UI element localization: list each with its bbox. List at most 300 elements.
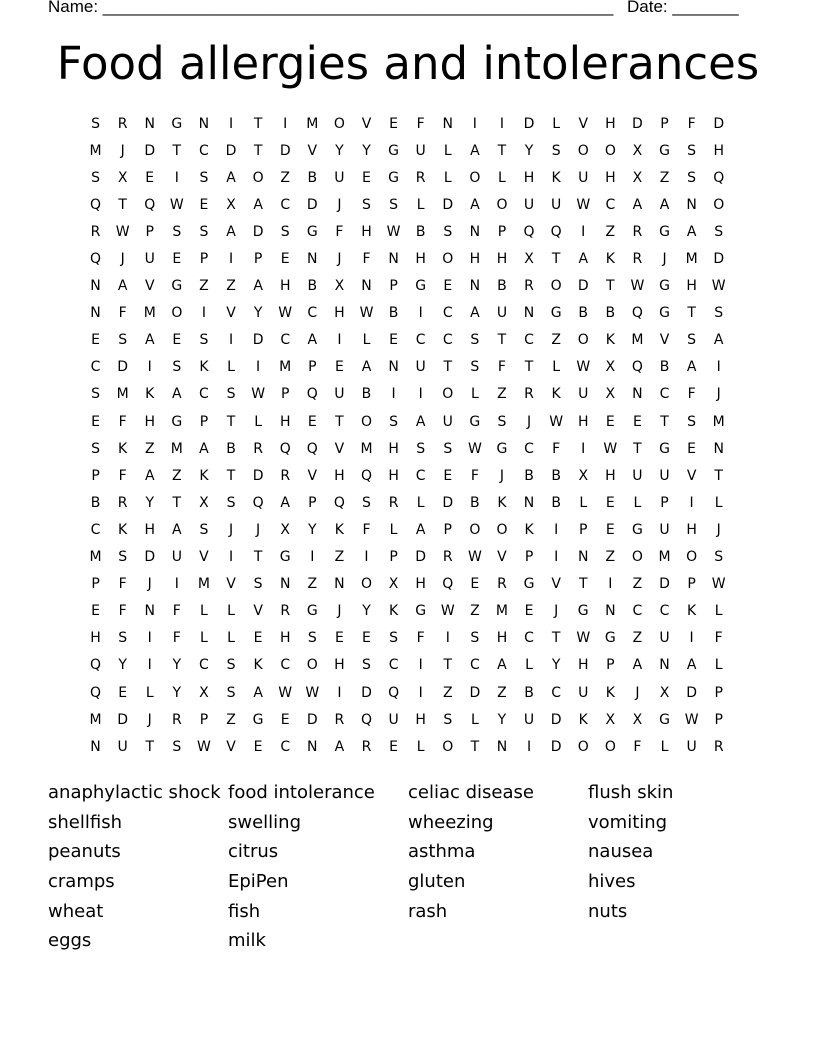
- grid-letter: O: [577, 142, 589, 159]
- grid-letter: E: [307, 413, 317, 430]
- grid-letter: Q: [90, 657, 102, 674]
- grid-letter: R: [713, 738, 724, 755]
- grid-letter: T: [118, 196, 127, 213]
- grid-letter: B: [388, 305, 399, 322]
- grid-letter: B: [415, 223, 426, 240]
- grid-letter: H: [496, 630, 508, 647]
- grid-letter: W: [603, 440, 618, 457]
- grid-letter: Z: [334, 549, 345, 566]
- grid-letter: C: [632, 603, 643, 620]
- grid-letter: Q: [631, 305, 643, 322]
- grid-letter: V: [307, 142, 318, 159]
- grid-letter: X: [388, 576, 399, 593]
- grid-letter: G: [604, 630, 616, 647]
- grid-letter: W: [440, 603, 455, 620]
- grid-letter: D: [225, 142, 237, 159]
- grid-letter: O: [577, 738, 589, 755]
- grid-letter: C: [280, 657, 291, 674]
- grid-letter: K: [334, 521, 344, 538]
- grid-letter: X: [117, 169, 128, 186]
- grid-letter: N: [523, 305, 535, 322]
- word-list-item: anaphylactic shock: [48, 782, 221, 803]
- word-list-item: asthma: [408, 841, 476, 863]
- grid-letter: U: [415, 359, 426, 376]
- grid-letter: E: [145, 169, 155, 186]
- grid-letter: D: [550, 711, 562, 728]
- grid-letter: J: [120, 251, 125, 268]
- grid-letter: B: [659, 359, 670, 376]
- grid-letter: L: [552, 115, 561, 132]
- grid-letter: Z: [226, 711, 236, 728]
- grid-letter: S: [199, 223, 209, 240]
- grid-letter: D: [144, 142, 156, 159]
- grid-letter: Z: [172, 467, 182, 484]
- grid-letter: Q: [279, 440, 291, 457]
- grid-letter: L: [443, 169, 452, 186]
- grid-letter: D: [279, 142, 291, 159]
- grid-letter: P: [497, 223, 507, 240]
- grid-letter: P: [199, 251, 209, 268]
- grid-letter: S: [172, 223, 182, 240]
- grid-letter: G: [171, 115, 183, 132]
- grid-letter: B: [524, 467, 534, 484]
- grid-letter: C: [659, 386, 670, 403]
- grid-letter: V: [334, 440, 345, 457]
- grid-letter: F: [172, 603, 181, 620]
- grid-letter: F: [416, 630, 425, 647]
- grid-letter: P: [579, 521, 588, 538]
- grid-letter: Q: [90, 196, 102, 213]
- grid-letter: N: [307, 738, 318, 755]
- date-field-label: Date: _______: [627, 0, 739, 16]
- grid-letter: N: [361, 278, 372, 295]
- grid-letter: Z: [144, 440, 155, 457]
- grid-letter: S: [172, 359, 182, 376]
- grid-letter: H: [577, 657, 589, 674]
- grid-letter: E: [389, 332, 398, 349]
- grid-letter: S: [470, 359, 480, 376]
- grid-letter: P: [660, 115, 669, 132]
- grid-letter: B: [578, 305, 589, 322]
- grid-letter: G: [659, 142, 670, 159]
- grid-letter: I: [418, 386, 423, 403]
- grid-letter: P: [443, 521, 452, 538]
- grid-letter: C: [280, 196, 291, 213]
- grid-letter: C: [388, 657, 399, 674]
- grid-letter: I: [228, 332, 234, 349]
- grid-letter: N: [469, 278, 481, 295]
- grid-letter: N: [90, 305, 101, 322]
- grid-letter: S: [551, 142, 561, 159]
- grid-letter: F: [118, 467, 127, 484]
- grid-letter: Z: [497, 386, 507, 403]
- grid-letter: I: [554, 549, 559, 566]
- grid-letter: G: [659, 711, 670, 728]
- grid-letter: Z: [659, 169, 670, 186]
- grid-letter: H: [388, 440, 399, 457]
- grid-letter: D: [686, 684, 697, 701]
- grid-letter: T: [253, 142, 263, 159]
- grid-letter: W: [467, 440, 482, 457]
- grid-letter: Z: [632, 630, 643, 647]
- grid-letter: U: [578, 684, 589, 701]
- grid-letter: Z: [470, 603, 480, 620]
- grid-letter: K: [605, 684, 615, 701]
- grid-letter: N: [632, 386, 643, 403]
- grid-letter: I: [418, 684, 423, 701]
- grid-letter: M: [116, 386, 129, 403]
- grid-letter: H: [577, 413, 589, 430]
- grid-letter: C: [524, 630, 534, 647]
- grid-letter: I: [228, 251, 234, 268]
- grid-letter: P: [389, 278, 398, 295]
- grid-letter: A: [172, 386, 182, 403]
- grid-letter: I: [147, 359, 152, 376]
- grid-letter: I: [364, 549, 369, 566]
- grid-letter: S: [443, 711, 453, 728]
- grid-letter: S: [389, 196, 399, 213]
- grid-letter: N: [388, 251, 399, 268]
- grid-letter: T: [335, 413, 344, 430]
- grid-letter: I: [499, 115, 505, 132]
- grid-letter: H: [361, 223, 372, 240]
- grid-letter: N: [713, 440, 724, 457]
- grid-letter: G: [659, 278, 670, 295]
- grid-letter: M: [360, 440, 373, 457]
- grid-letter: V: [307, 467, 318, 484]
- grid-letter: L: [200, 603, 208, 620]
- grid-letter: Q: [631, 359, 643, 376]
- grid-letter: F: [497, 359, 506, 376]
- grid-letter: A: [470, 196, 480, 213]
- grid-letter: S: [253, 576, 263, 593]
- grid-letter: P: [714, 711, 723, 728]
- grid-letter: T: [226, 467, 236, 484]
- grid-letter: I: [228, 115, 234, 132]
- grid-letter: S: [226, 494, 236, 511]
- grid-letter: S: [91, 115, 100, 132]
- grid-letter: H: [523, 169, 535, 186]
- grid-letter: E: [334, 630, 344, 647]
- word-list-item: cramps: [48, 871, 115, 893]
- grid-letter: S: [91, 440, 100, 457]
- grid-letter: O: [631, 549, 643, 566]
- grid-letter: Q: [306, 386, 318, 403]
- grid-letter: J: [554, 603, 559, 620]
- grid-letter: L: [227, 630, 235, 647]
- grid-letter: R: [171, 711, 182, 728]
- grid-letter: K: [524, 521, 534, 538]
- grid-letter: T: [497, 142, 507, 159]
- grid-letter: Q: [360, 711, 372, 728]
- grid-letter: L: [714, 657, 723, 674]
- grid-letter: R: [497, 576, 507, 593]
- grid-letter: J: [662, 251, 667, 268]
- grid-letter: H: [415, 711, 426, 728]
- grid-letter: L: [579, 494, 588, 511]
- grid-letter: G: [659, 305, 670, 322]
- grid-letter: L: [145, 684, 154, 701]
- grid-letter: W: [630, 278, 645, 295]
- grid-letter: P: [308, 494, 317, 511]
- word-list-item: milk: [228, 930, 266, 952]
- grid-letter: L: [389, 521, 398, 538]
- grid-letter: A: [199, 440, 209, 457]
- grid-letter: C: [280, 738, 291, 755]
- grid-letter: X: [632, 169, 643, 186]
- grid-letter: Z: [280, 169, 290, 186]
- grid-letter: L: [660, 738, 669, 755]
- grid-letter: J: [337, 603, 342, 620]
- word-list-item: celiac disease: [408, 782, 534, 803]
- grid-letter: U: [334, 386, 345, 403]
- grid-letter: T: [443, 657, 453, 674]
- grid-letter: A: [226, 169, 236, 186]
- grid-letter: N: [686, 196, 697, 213]
- grid-letter: Y: [172, 657, 182, 674]
- grid-letter: T: [172, 494, 182, 511]
- grid-letter: F: [416, 115, 425, 132]
- grid-letter: L: [416, 196, 425, 213]
- grid-letter: N: [144, 115, 155, 132]
- grid-letter: V: [253, 603, 263, 620]
- grid-letter: K: [253, 657, 263, 674]
- grid-letter: K: [605, 332, 615, 349]
- grid-letter: Q: [550, 223, 562, 240]
- grid-letter: N: [496, 738, 508, 755]
- grid-letter: K: [497, 494, 507, 511]
- grid-letter: R: [524, 386, 534, 403]
- grid-letter: E: [687, 440, 697, 457]
- grid-letter: M: [658, 549, 671, 566]
- grid-letter: C: [199, 657, 209, 674]
- grid-letter: P: [389, 549, 398, 566]
- grid-letter: G: [523, 576, 535, 593]
- grid-letter: Q: [144, 196, 156, 213]
- grid-letter: T: [145, 738, 155, 755]
- grid-letter: Y: [335, 142, 344, 159]
- grid-letter: P: [145, 223, 154, 240]
- grid-letter: S: [687, 142, 697, 159]
- grid-letter: I: [526, 738, 532, 755]
- grid-letter: U: [659, 630, 670, 647]
- grid-letter: E: [389, 738, 398, 755]
- grid-letter: A: [632, 657, 643, 674]
- grid-letter: M: [279, 359, 292, 376]
- grid-letter: I: [391, 386, 396, 403]
- grid-letter: Y: [308, 521, 317, 538]
- grid-letter: A: [497, 657, 507, 674]
- grid-letter: I: [689, 630, 694, 647]
- grid-letter: R: [415, 169, 426, 186]
- grid-letter: O: [333, 115, 345, 132]
- grid-letter: S: [226, 657, 236, 674]
- grid-letter: P: [714, 684, 723, 701]
- word-list-item: flush skin: [588, 782, 674, 803]
- grid-letter: B: [361, 386, 372, 403]
- grid-letter: U: [334, 169, 345, 186]
- grid-letter: L: [633, 494, 642, 511]
- grid-letter: S: [416, 440, 426, 457]
- grid-letter: G: [415, 278, 427, 295]
- grid-letter: D: [442, 196, 454, 213]
- grid-letter: O: [360, 576, 372, 593]
- grid-letter: V: [226, 305, 236, 322]
- grid-letter: D: [442, 494, 454, 511]
- grid-letter: X: [632, 142, 643, 159]
- grid-letter: Z: [199, 278, 209, 295]
- grid-letter: Q: [388, 684, 400, 701]
- grid-letter: C: [199, 142, 209, 159]
- grid-letter: V: [659, 332, 670, 349]
- grid-letter: W: [576, 359, 591, 376]
- grid-letter: D: [713, 251, 725, 268]
- grid-letter: H: [144, 521, 155, 538]
- grid-letter: I: [201, 305, 206, 322]
- grid-letter: D: [117, 359, 129, 376]
- grid-letter: I: [445, 630, 450, 647]
- grid-letter: H: [686, 521, 697, 538]
- grid-letter: E: [118, 684, 128, 701]
- grid-letter: I: [310, 549, 315, 566]
- grid-letter: A: [253, 684, 263, 701]
- grid-letter: U: [415, 142, 426, 159]
- grid-letter: T: [606, 278, 615, 295]
- grid-letter: Y: [497, 711, 507, 728]
- grid-letter: U: [686, 738, 697, 755]
- grid-letter: Q: [90, 251, 102, 268]
- grid-letter: O: [442, 386, 454, 403]
- grid-letter: E: [389, 115, 398, 132]
- grid-letter: K: [118, 521, 128, 538]
- grid-letter: M: [631, 332, 644, 349]
- grid-letter: R: [524, 278, 534, 295]
- grid-letter: D: [469, 684, 481, 701]
- grid-letter: E: [253, 630, 263, 647]
- grid-letter: A: [117, 278, 128, 295]
- grid-letter: E: [605, 413, 615, 430]
- grid-letter: A: [172, 521, 182, 538]
- word-list-item: fish: [228, 900, 261, 922]
- grid-letter: P: [199, 413, 209, 430]
- grid-letter: E: [91, 332, 100, 349]
- grid-letter: G: [659, 440, 670, 457]
- grid-letter: E: [172, 332, 182, 349]
- grid-letter: C: [280, 332, 291, 349]
- grid-letter: K: [605, 251, 615, 268]
- grid-letter: Q: [523, 223, 535, 240]
- grid-letter: Q: [252, 494, 264, 511]
- grid-letter: F: [172, 630, 181, 647]
- grid-letter: O: [469, 169, 481, 186]
- grid-letter: F: [335, 223, 344, 240]
- grid-letter: H: [713, 142, 724, 159]
- grid-letter: Y: [524, 142, 534, 159]
- grid-letter: L: [416, 494, 425, 511]
- grid-letter: G: [171, 413, 183, 430]
- grid-letter: G: [631, 521, 643, 538]
- grid-letter: S: [280, 223, 290, 240]
- grid-letter: D: [632, 115, 643, 132]
- grid-letter: X: [199, 684, 209, 701]
- grid-letter: D: [252, 223, 264, 240]
- grid-letter: E: [334, 359, 344, 376]
- grid-letter: T: [253, 549, 263, 566]
- grid-letter: P: [280, 386, 290, 403]
- grid-letter: D: [117, 711, 129, 728]
- grid-letter: C: [442, 332, 453, 349]
- grid-letter: F: [633, 738, 642, 755]
- grid-letter: X: [226, 196, 236, 213]
- grid-letter: D: [361, 684, 372, 701]
- grid-letter: N: [388, 359, 399, 376]
- grid-letter: T: [714, 467, 723, 484]
- grid-letter: G: [388, 169, 399, 186]
- grid-letter: D: [415, 549, 427, 566]
- grid-letter: E: [362, 169, 371, 186]
- grid-letter: X: [199, 494, 209, 511]
- grid-letter: V: [361, 115, 372, 132]
- grid-letter: S: [470, 332, 480, 349]
- grid-letter: F: [470, 467, 479, 484]
- grid-letter: E: [253, 738, 263, 755]
- grid-letter: W: [305, 684, 320, 701]
- grid-letter: S: [362, 196, 371, 213]
- grid-letter: B: [551, 467, 561, 484]
- grid-letter: I: [174, 576, 179, 593]
- grid-letter: Z: [632, 576, 643, 593]
- grid-letter: A: [659, 196, 670, 213]
- grid-letter: W: [711, 576, 726, 593]
- grid-letter: N: [605, 603, 616, 620]
- grid-letter: I: [554, 521, 559, 538]
- grid-letter: P: [687, 576, 696, 593]
- grid-letter: T: [551, 251, 561, 268]
- grid-letter: V: [578, 115, 589, 132]
- grid-letter: S: [362, 657, 371, 674]
- word-list-item: citrus: [228, 841, 279, 863]
- grid-letter: Q: [360, 467, 372, 484]
- grid-letter: L: [552, 359, 561, 376]
- grid-letter: O: [604, 142, 616, 159]
- grid-letter: X: [280, 521, 290, 538]
- grid-letter: N: [279, 576, 291, 593]
- grid-letter: J: [228, 521, 234, 538]
- grid-letter: K: [551, 169, 561, 186]
- grid-letter: S: [118, 630, 128, 647]
- grid-letter: H: [279, 278, 291, 295]
- grid-letter: F: [362, 521, 371, 538]
- grid-letter: U: [171, 549, 182, 566]
- grid-letter: I: [256, 359, 261, 376]
- grid-letter: O: [442, 251, 454, 268]
- grid-letter: T: [524, 359, 534, 376]
- word-list-item: nuts: [588, 900, 628, 922]
- grid-letter: A: [361, 359, 372, 376]
- grid-letter: O: [604, 738, 616, 755]
- grid-letter: B: [90, 494, 101, 511]
- grid-letter: B: [524, 684, 534, 701]
- grid-letter: L: [525, 657, 533, 674]
- grid-letter: O: [496, 196, 508, 213]
- grid-letter: W: [359, 305, 374, 322]
- grid-letter: U: [659, 467, 670, 484]
- grid-letter: Y: [118, 657, 127, 674]
- grid-letter: A: [415, 521, 426, 538]
- grid-letter: X: [334, 278, 345, 295]
- grid-letter: H: [496, 251, 508, 268]
- grid-letter: R: [253, 440, 263, 457]
